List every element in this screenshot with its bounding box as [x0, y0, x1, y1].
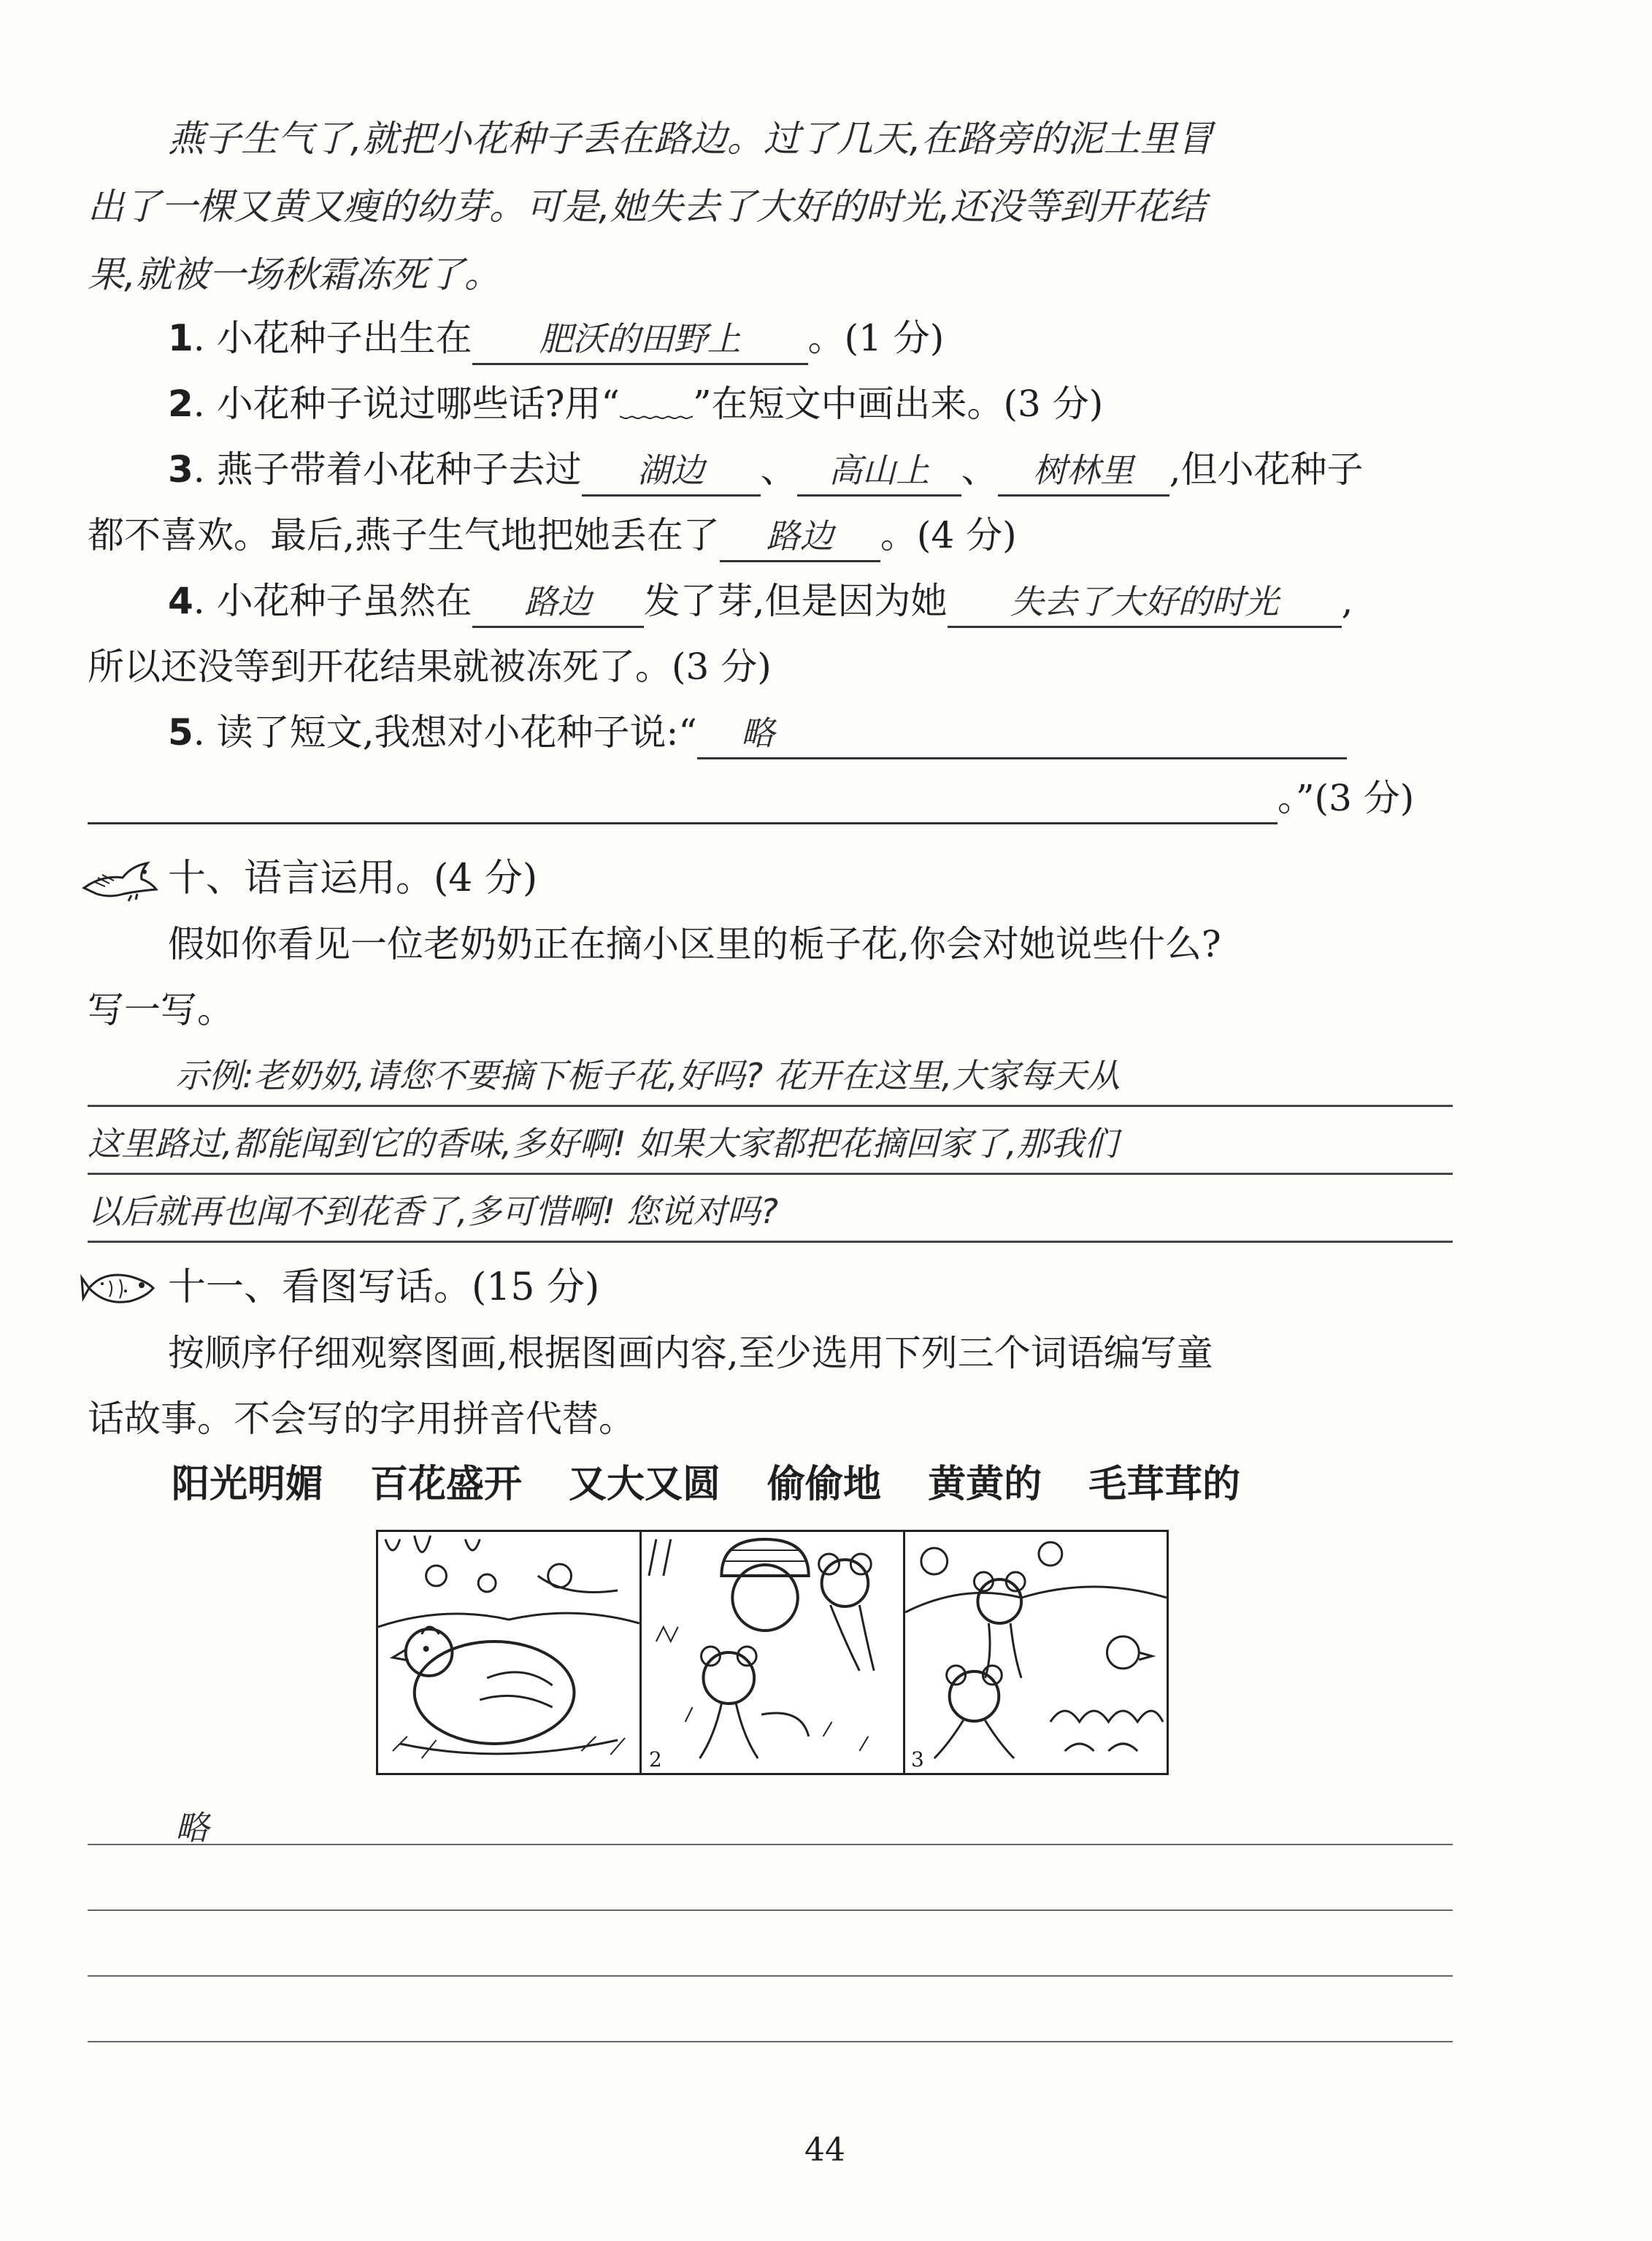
- section-11-heading: [80, 1258, 599, 1317]
- section-10-prompt-1: 假如你看见一位老奶奶正在摘小区里的栀子花,你会对她说些什么?: [168, 923, 1221, 965]
- handwritten-answer: 失去了大好的时光: [1010, 582, 1279, 621]
- handwritten-answer-line-3: 以后就再也闻不到花香了,多可惜啊! 您说对吗?: [88, 1192, 779, 1231]
- answer-rule: [88, 1105, 1453, 1107]
- question-text: ,: [1341, 580, 1353, 622]
- question-4-continued: 所以还没等到开花结果就被冻死了。(3 分): [88, 646, 772, 688]
- handwritten-answer: 高山上: [829, 451, 930, 490]
- writing-rule: [88, 1909, 1453, 1911]
- answer-blank[interactable]: [797, 445, 961, 497]
- section-11-prompt-2: 话故事。不会写的字用拼音代替。: [88, 1398, 635, 1440]
- panel-label: 3: [911, 1747, 924, 1771]
- fish-icon: [80, 1262, 161, 1313]
- question-text: . 燕子带着小花种子去过: [193, 448, 582, 491]
- passage-line-2: 出了一棵又黄又瘦的幼芽。可是,她失去了大好的时光,还没等到开花结: [88, 185, 1206, 228]
- word-item: 毛茸茸的: [1088, 1463, 1241, 1506]
- panel-label: 2: [649, 1747, 662, 1771]
- question-text: . 读了短文,我想对小花种子说:“: [193, 711, 697, 754]
- question-text: ”在短文中画出来。(3 分): [692, 383, 1104, 425]
- handwritten-answer: 路边: [524, 582, 592, 621]
- question-text: ,但小花种子: [1169, 448, 1364, 491]
- picture-panel-3: [905, 1532, 1167, 1773]
- question-number: 5: [168, 711, 193, 754]
- question-text: 。(1 分): [807, 317, 945, 359]
- question-text: 。”(3 分): [1278, 777, 1415, 819]
- question-text: 。(4 分): [880, 514, 1017, 556]
- writing-rule: [88, 1844, 1453, 1845]
- answer-rule: [88, 1241, 1453, 1243]
- section-10-heading: [80, 849, 537, 908]
- question-number: 2: [168, 383, 193, 425]
- answer-blank[interactable]: [720, 511, 880, 562]
- passage-line-1: 燕子生气了,就把小花种子丢在路边。过了几天,在路旁的泥土里冒: [168, 118, 1213, 160]
- answer-blank[interactable]: [472, 314, 808, 365]
- answer-blank[interactable]: [948, 577, 1342, 628]
- question-number: 3: [168, 448, 193, 491]
- picture-panel-2: [642, 1532, 905, 1773]
- word-item: 黄黄的: [928, 1463, 1042, 1506]
- handwritten-answer-line-1: 示例:老奶奶,请您不要摘下栀子花,好吗? 花开在这里,大家每天从: [175, 1056, 1121, 1095]
- handwritten-answer: 湖边: [637, 451, 705, 490]
- question-text: 都不喜欢。最后,燕子生气地把她丢在了: [88, 514, 720, 556]
- wavy-underline-mark: ﹏﹏: [619, 383, 693, 425]
- word-bank: [172, 1455, 1287, 1514]
- page-number: 44: [804, 2131, 845, 2169]
- handwritten-answer: 略: [740, 713, 775, 753]
- answer-blank[interactable]: [88, 774, 1278, 824]
- word-item: 阳光明媚: [172, 1463, 324, 1506]
- question-text: . 小花种子说过哪些话?用“: [193, 383, 620, 425]
- section-title: 十、语言运用。(4 分): [168, 857, 538, 900]
- question-4: [168, 572, 1453, 630]
- bird-icon: [80, 853, 161, 904]
- answer-blank[interactable]: [697, 708, 1347, 759]
- handwritten-answer: 肥沃的田野上: [539, 319, 741, 359]
- handwritten-answer: 略: [175, 1808, 209, 1847]
- answer-rule: [88, 1173, 1453, 1175]
- passage-line-3: 果,就被一场秋霜冻死了。: [88, 253, 501, 296]
- section-10-prompt-2: 写一写。: [88, 989, 234, 1031]
- writing-rule: [88, 1975, 1453, 1977]
- section-title: 十一、看图写话。(15 分): [168, 1265, 600, 1309]
- picture-panel-1: [378, 1532, 642, 1773]
- answer-blank[interactable]: [582, 445, 761, 497]
- answer-blank[interactable]: [472, 577, 644, 628]
- handwritten-answer-line-2: 这里路过,都能闻到它的香味,多好啊! 如果大家都把花摘回家了,那我们: [88, 1124, 1118, 1163]
- question-text: . 小花种子虽然在: [193, 580, 472, 622]
- question-1: [168, 309, 1453, 367]
- question-text: . 小花种子出生在: [193, 317, 472, 359]
- question-text: 发了芽,但是因为她: [643, 580, 948, 622]
- word-item: 又大又圆: [569, 1463, 721, 1506]
- question-3: [168, 440, 1453, 499]
- question-5-continued: [88, 769, 1453, 827]
- handwritten-answer: 路边: [766, 516, 834, 556]
- separator: 、: [760, 448, 797, 491]
- word-item: 偷偷地: [767, 1463, 882, 1506]
- word-item: 百花盛开: [370, 1463, 523, 1506]
- section-11-prompt-1: 按顺序仔细观察图画,根据图画内容,至少选用下列三个词语编写童: [168, 1332, 1213, 1374]
- separator: 、: [961, 448, 998, 491]
- question-3-continued: [88, 506, 1453, 564]
- question-5: [168, 703, 1453, 762]
- story-picture: [376, 1530, 1169, 1775]
- question-number: 4: [168, 580, 193, 622]
- answer-blank[interactable]: [998, 445, 1169, 497]
- handwritten-answer: 树林里: [1033, 451, 1134, 490]
- writing-rule: [88, 2041, 1453, 2042]
- question-number: 1: [168, 317, 193, 359]
- question-2: [168, 375, 1453, 433]
